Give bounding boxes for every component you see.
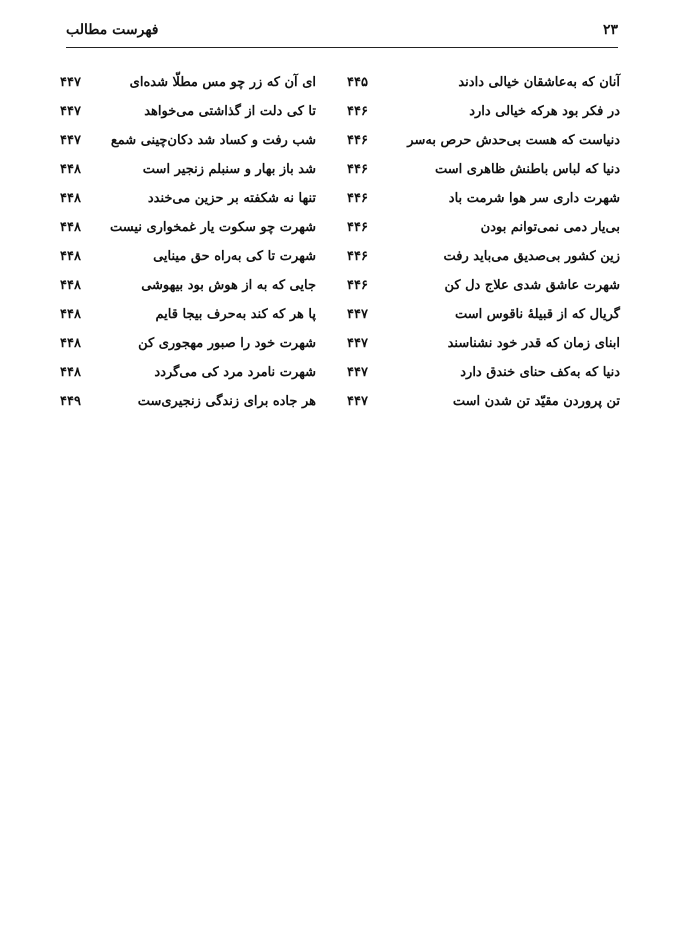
toc-entry-page: ۴۴۷ bbox=[347, 307, 368, 322]
toc-entry-title: جایی که به از هوش بود بیهوشی bbox=[141, 278, 316, 293]
toc-entry-page: ۴۴۸ bbox=[60, 191, 81, 206]
toc-entry-title: پا هر که کند به‌حرف بیجا قایم bbox=[155, 307, 316, 322]
toc-entry-title: گریال که از قبیلهٔ ناقوس است bbox=[454, 307, 620, 322]
toc-entry-title: در فکر بود هرکه خیالی دارد bbox=[469, 104, 620, 119]
toc-entry-page: ۴۴۷ bbox=[347, 394, 368, 409]
toc-row bbox=[60, 213, 620, 242]
toc-entry-page: ۴۴۹ bbox=[60, 394, 81, 409]
toc-entry-page: ۴۴۶ bbox=[347, 133, 368, 148]
toc-entry-title: شب رفت و کساد شد دکان‌چینی شمع bbox=[110, 133, 316, 148]
table-of-contents bbox=[60, 68, 620, 416]
toc-entry-title: بی‌یار دمی نمی‌توانم بودن bbox=[480, 220, 620, 235]
toc-entry-title: شهرت چو سکوت یار غمخواری نیست bbox=[110, 220, 316, 235]
toc-entry-title: شهرت تا کی به‌راه حق مینایی bbox=[153, 249, 316, 264]
toc-row bbox=[60, 387, 620, 416]
toc-row bbox=[60, 300, 620, 329]
toc-entry-page: ۴۴۶ bbox=[347, 104, 368, 119]
toc-entry-page: ۴۴۸ bbox=[60, 249, 81, 264]
toc-entry-page: ۴۴۷ bbox=[60, 104, 81, 119]
toc-row bbox=[60, 126, 620, 155]
toc-row bbox=[60, 184, 620, 213]
toc-entry-title: آنان که به‌عاشقان خیالی دادند bbox=[458, 75, 620, 90]
page-header bbox=[66, 22, 618, 48]
toc-row bbox=[60, 358, 620, 387]
toc-entry-page: ۴۴۸ bbox=[60, 336, 81, 351]
toc-entry-page: ۴۴۶ bbox=[347, 249, 368, 264]
toc-entry-title: شهرت عاشق شدی علاج دل کن bbox=[444, 278, 620, 293]
toc-entry-title: شهرت داری سر هوا شرمت باد bbox=[448, 191, 620, 206]
toc-entry-title: دنیاست که هست بی‌حدش حرص به‌سر bbox=[407, 133, 620, 148]
toc-entry-page: ۴۴۸ bbox=[60, 365, 81, 380]
toc-entry-page: ۴۴۶ bbox=[347, 220, 368, 235]
toc-entry-title: تن پروردن مقیّد تن شدن است bbox=[452, 394, 620, 409]
toc-row bbox=[60, 329, 620, 358]
toc-entry-page: ۴۴۵ bbox=[347, 75, 368, 90]
toc-row bbox=[60, 97, 620, 126]
toc-row bbox=[60, 155, 620, 184]
toc-row bbox=[60, 68, 620, 97]
toc-entry-title: تا کی دلت از گذاشتی می‌خواهد bbox=[144, 104, 316, 119]
toc-entry-page: ۴۴۶ bbox=[347, 191, 368, 206]
toc-entry-title: دنیا که به‌کف حنای خندق دارد bbox=[460, 365, 620, 380]
toc-entry-title: تنها نه شکفته بر حزین می‌خندد bbox=[147, 191, 316, 206]
toc-row bbox=[60, 271, 620, 300]
toc-entry-title: ای آن که زر چو مس مطلّا شده‌ای bbox=[129, 75, 316, 90]
toc-entry-title: شد باز بهار و سنبلم زنجیر است bbox=[142, 162, 316, 177]
toc-entry-title: ابنای زمان که قدر خود نشناسند bbox=[447, 336, 620, 351]
toc-entry-page: ۴۴۶ bbox=[347, 278, 368, 293]
toc-entry-title: شهرت خود را صبور مهجوری کن bbox=[138, 336, 316, 351]
toc-entry-page: ۴۴۷ bbox=[60, 75, 81, 90]
toc-entry-page: ۴۴۷ bbox=[347, 365, 368, 380]
toc-entry-title: هر جاده برای زندگی زنجیری‌ست bbox=[137, 394, 316, 409]
toc-entry-title: زین کشور بی‌صدیق می‌باید رفت bbox=[443, 249, 620, 264]
toc-entry-title: دنیا که لباس باطنش ظاهری است bbox=[435, 162, 620, 177]
page-number: ۲۳ bbox=[602, 22, 618, 38]
toc-entry-page: ۴۴۸ bbox=[60, 220, 81, 235]
toc-row bbox=[60, 242, 620, 271]
running-title: فهرست مطالب bbox=[66, 22, 159, 38]
toc-entry-page: ۴۴۷ bbox=[60, 133, 81, 148]
toc-entry-page: ۴۴۷ bbox=[347, 336, 368, 351]
toc-entry-title: شهرت نامرد مرد کی می‌گردد bbox=[154, 365, 316, 380]
toc-entry-page: ۴۴۶ bbox=[347, 162, 368, 177]
toc-entry-page: ۴۴۸ bbox=[60, 307, 81, 322]
toc-entry-page: ۴۴۸ bbox=[60, 278, 81, 293]
toc-entry-page: ۴۴۸ bbox=[60, 162, 81, 177]
